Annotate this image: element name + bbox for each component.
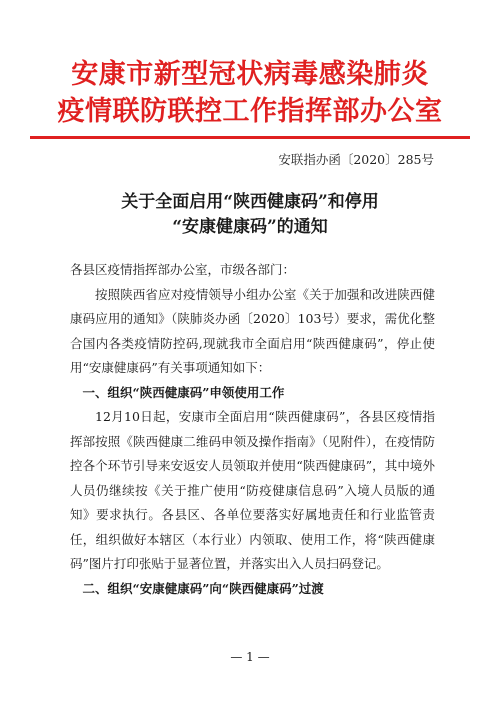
- section-1-paragraph: 12月10日起，安康市全面启用“陕西健康码”，各县区疫情指挥部按照《陕西健康二维码申领及操作指南》（见附件），在疫情防控各个环节引导来安返安人员领取并使用“陕西健康码”，其中境外人员仍继续按《关于推广使用“防疫健康信息码”入境人员版的通知》要求执行。各县区、各单位要落实好属地责任和行业监管责任，组织做好本辖区（本行业）内领取、使用工作，将“陕西健康码”图片打印张贴于显著位置，并落实出入人员扫码登记。: [70, 409, 435, 571]
- issuing-office-header: [0, 56, 500, 130]
- document-title: [0, 190, 500, 240]
- title-line-2: “安康健康码”的通知: [172, 217, 328, 237]
- header-line-2: 疫情联防联控工作指挥部办公室: [57, 96, 443, 127]
- salutation: 各县区疫情指挥部办公室，市级各部门：: [70, 262, 296, 277]
- section-heading-1: 一、组织“陕西健康码”申领使用工作: [82, 384, 285, 400]
- intro-paragraph: 按照陕西省应对疫情领导小组办公室《关于加强和改进陕西健康码应用的通知》（陕肺炎办函〔2020〕103号）要求，需优化整合国内各类疫情防控码,现就我市全面启用“陕西健康码”，停止使用“安康健康码”有关事项通知如下：: [70, 286, 435, 375]
- document-body: [70, 258, 435, 601]
- document-number: 安联指办函〔2020〕285号: [278, 152, 434, 167]
- section-heading-2: 二、组织“安康健康码”向“陕西健康码”过渡: [82, 580, 324, 596]
- red-divider-line: [30, 136, 470, 139]
- page-number: — 1 —: [230, 650, 270, 664]
- title-line-1: 关于全面启用“陕西健康码”和停用: [121, 192, 379, 212]
- header-line-1: 安康市新型冠状病毒感染肺炎: [71, 59, 429, 90]
